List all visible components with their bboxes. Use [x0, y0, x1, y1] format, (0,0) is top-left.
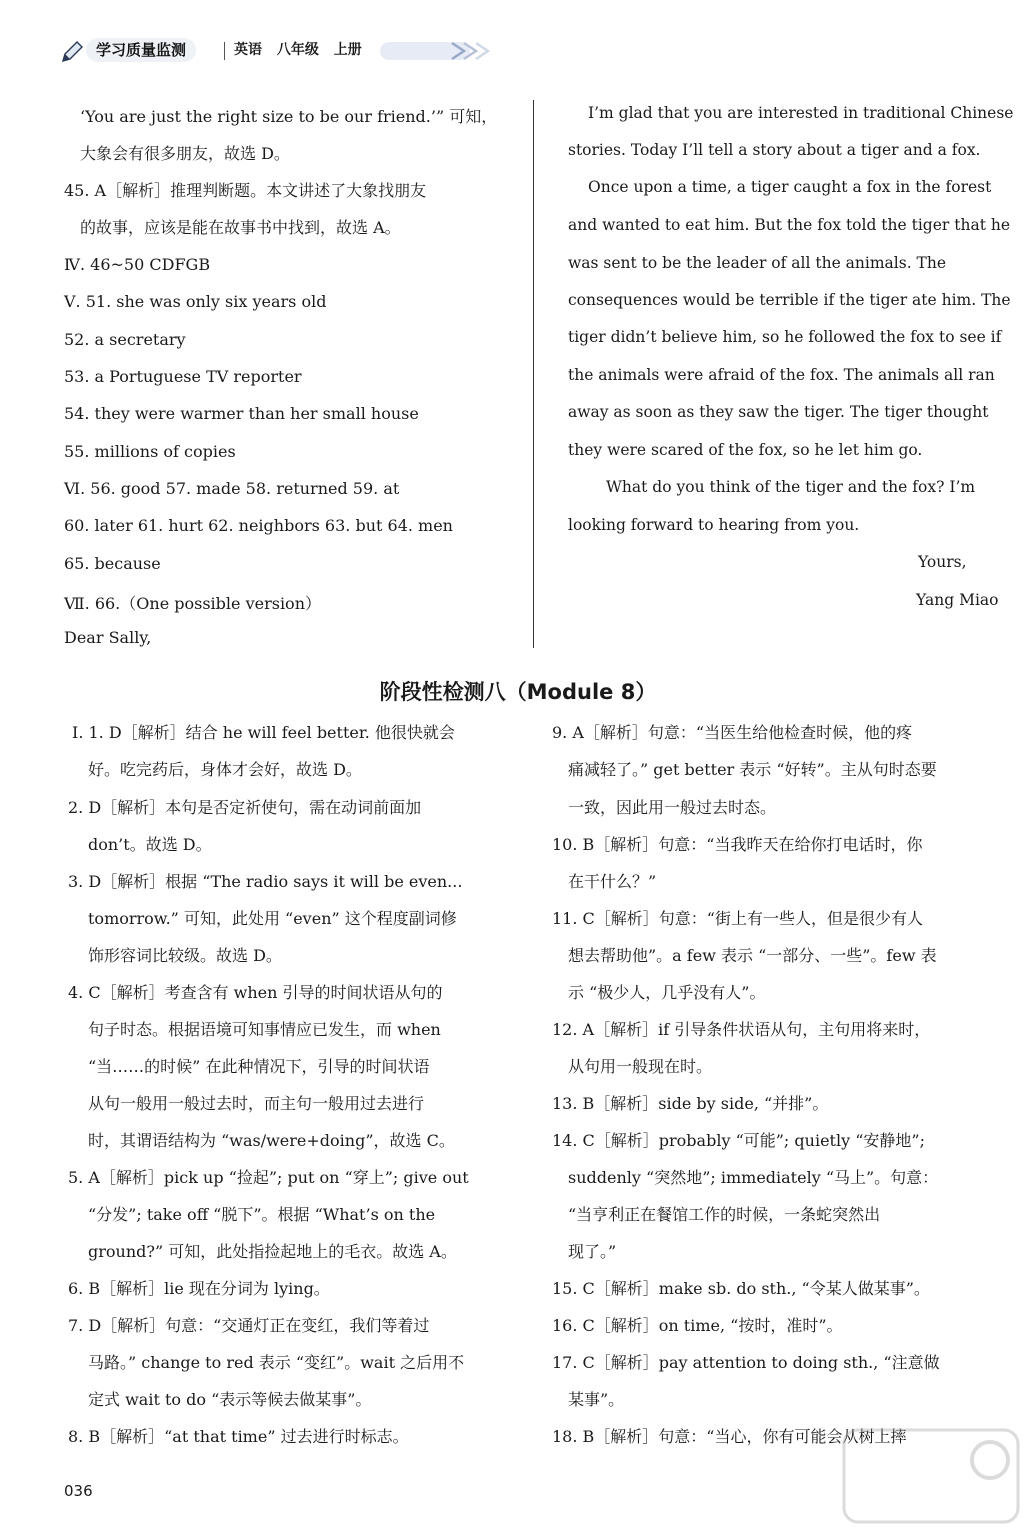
text-line: ‘You are just the right size to be our friend.’” 可知， [80, 107, 498, 126]
text-line: 54. they were warmer than her small house [64, 404, 419, 423]
answer-line: 15. C［解析］make sb. do sth., “令某人做某事”。 [552, 1279, 930, 1298]
answer-line: 从句一般用一般过去时，而主句一般用过去进行 [88, 1094, 425, 1113]
letter-closing: Yours, [918, 553, 967, 571]
answer-line: 时，其谓语结构为 “was/were+doing”，故选 C。 [88, 1131, 455, 1150]
answer-line: “当……的时候” 在此种情况下，引导的时间状语 [88, 1057, 430, 1076]
answer-line: don’t。故选 D。 [88, 835, 212, 854]
subject-label: 英语 八年级 上册 [234, 42, 362, 58]
text-line: I’m glad that you are interested in traditional Chinese [588, 104, 1014, 122]
answer-line: 某事”。 [568, 1390, 625, 1409]
answer-line: 一致，因此用一般过去时态。 [568, 798, 777, 817]
answer-line: 好。吃完药后，身体才会好，故选 D。 [88, 760, 362, 779]
answer-line: suddenly “突然地”; immediately “马上”。句意： [568, 1168, 939, 1187]
answer-line: 5. A［解析］pick up “捡起”; put on “穿上”; give out [68, 1168, 469, 1187]
text-line: the animals were afraid of the fox. The animals all ran [568, 366, 995, 384]
answer-line: 6. B［解析］lie 现在分词为 lying。 [68, 1279, 330, 1298]
text-line: Dear Sally, [64, 628, 152, 647]
answer-line: “当亨利正在餐馆工作的时候，一条蛇突然出 [568, 1205, 881, 1224]
answer-line: 17. C［解析］pay attention to doing sth., “注意做 [552, 1353, 940, 1372]
text-line: Ⅵ. 56. good 57. made 58. returned 59. at [64, 479, 400, 498]
answer-line: 现了。” [568, 1242, 617, 1261]
pencil-icon [60, 40, 84, 64]
answer-line: 16. C［解析］on time, “按时，准时”。 [552, 1316, 843, 1335]
answer-line: 4. C［解析］考查含有 when 引导的时间状语从句的 [68, 983, 443, 1002]
text-line: 52. a secretary [64, 330, 186, 349]
answer-line: 10. B［解析］句意：“当我昨天在给你打电话时，你 [552, 835, 923, 854]
text-line: 45. A［解析］推理判断题。本文讲述了大象找朋友 [64, 181, 427, 200]
answer-line: tomorrow.” 可知，此处用 “even” 这个程度副词修 [88, 909, 457, 928]
text-line: tiger didn’t believe him, so he followed the fox to see if [568, 328, 1002, 346]
text-line: looking forward to hearing from you. [568, 516, 860, 534]
answer-line: 3. D［解析］根据 “The radio says it will be even... [68, 872, 463, 891]
answer-line: 18. B［解析］句意：“当心，你有可能会从树上摔 [552, 1427, 907, 1446]
answer-line: Ⅰ. 1. D［解析］结合 he will feel better. 他很快就会 [72, 723, 455, 742]
answer-line: 2. D［解析］本句是否定祈使句，需在动词前面加 [68, 798, 422, 817]
text-line: What do you think of the tiger and the fox? I’m [606, 478, 976, 496]
text-line: stories. Today I’ll tell a story about a tiger and a fox. [568, 141, 981, 159]
answer-line: ground?” 可知，此处指捡起地上的毛衣。故选 A。 [88, 1242, 457, 1261]
text-line: away as soon as they saw the tiger. The tiger thought [568, 403, 989, 421]
answer-line: 13. B［解析］side by side, “并排”。 [552, 1094, 829, 1113]
answer-line: 从句用一般现在时。 [568, 1057, 713, 1076]
text-line: Ⅶ. 66.（One possible version） [64, 594, 321, 613]
answer-line: 定式 wait to do “表示等候去做某事”。 [88, 1390, 372, 1409]
text-line: 65. because [64, 554, 161, 573]
text-line: Once upon a time, a tiger caught a fox in the forest [588, 178, 992, 196]
letter-signature: Yang Miao [916, 591, 999, 609]
text-line: Ⅴ. 51. she was only six years old [64, 292, 327, 311]
text-line: Ⅳ. 46~50 CDFGB [64, 255, 211, 274]
answer-line: “分发”; take off “脱下”。根据 “What’s on the [88, 1205, 436, 1224]
header-divider [224, 42, 225, 60]
answer-line: 11. C［解析］句意：“街上有一些人，但是很少有人 [552, 909, 923, 928]
text-line: consequences would be terrible if the tiger ate him. The [568, 291, 1011, 309]
answer-line: 8. B［解析］“at that time” 过去进行时标志。 [68, 1427, 409, 1446]
section-title: 阶段性检测八（Module 8） [379, 680, 657, 704]
answer-line: 9. A［解析］句意：“当医生给他检查时候，他的疼 [552, 723, 913, 742]
text-line: 60. later 61. hurt 62. neighbors 63. but 64. men [64, 516, 453, 535]
answer-line: 示 “极少人，几乎没有人”。 [568, 983, 766, 1002]
page-header [60, 34, 460, 66]
text-line: 55. millions of copies [64, 442, 236, 461]
answer-line: 马路。” change to red 表示 “变红”。wait 之后用不 [88, 1353, 465, 1372]
page-number: 036 [64, 1482, 93, 1500]
text-line: 53. a Portuguese TV reporter [64, 367, 302, 386]
column-divider [533, 100, 534, 648]
text-line: and wanted to eat him. But the fox told the tiger that he [568, 216, 1010, 234]
text-line: 大象会有很多朋友，故选 D。 [80, 144, 290, 163]
answer-line: 12. A［解析］if 引导条件状语从句，主句用将来时， [552, 1020, 931, 1039]
chevron-decoration-icon [380, 40, 500, 62]
series-title: 学习质量监测 [86, 38, 196, 62]
text-line: they were scared of the fox, so he let him go. [568, 441, 923, 459]
answer-line: 句子时态。根据语境可知事情应已发生，而 when [88, 1020, 441, 1039]
answer-line: 14. C［解析］probably “可能”; quietly “安静地”; [552, 1131, 925, 1150]
answer-line: 痛减轻了。” get better 表示 “好转”。主从句时态要 [568, 760, 937, 779]
text-line: 的故事，应该是能在故事书中找到，故选 A。 [80, 218, 401, 237]
answer-line: 想去帮助他”。a few 表示 “一部分、一些”。few 表 [568, 946, 937, 965]
answer-line: 在干什么？” [568, 872, 657, 891]
text-line: was sent to be the leader of all the animals. The [568, 254, 947, 272]
answer-line: 饰形容词比较级。故选 D。 [88, 946, 282, 965]
watermark-logo [840, 1426, 1022, 1526]
answer-line: 7. D［解析］句意：“交通灯正在变红，我们等着过 [68, 1316, 430, 1335]
